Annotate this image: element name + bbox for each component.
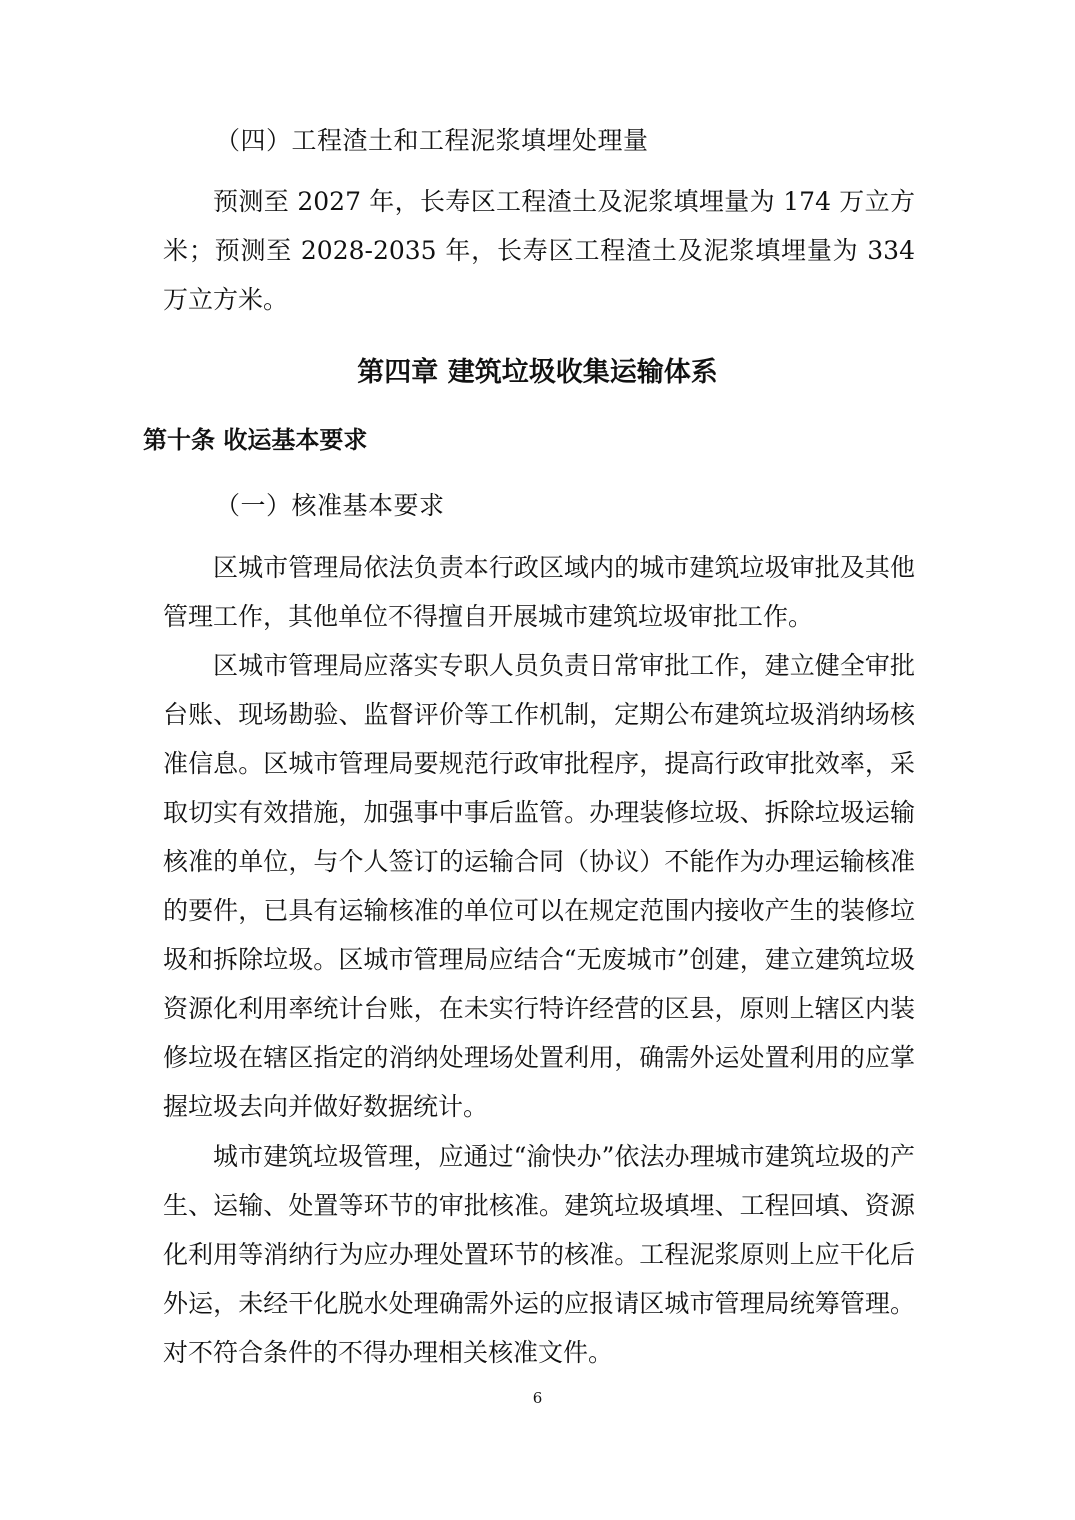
body-paragraph: 城市建筑垃圾管理，应通过“渝快办”依法办理城市建筑垃圾的产生、运输、处置等环节的审批核准。建筑垃圾填埋、工程回填、资源化利用等消纳行为应办理处置环节的核准。工程泥浆原则上应干化后外运，未经干化脱水处理确需外运的应报请区城市管理局统筹管理。对不符合条件的不得办理相关核准文件。: [163, 1142, 915, 1367]
chapter-title: 第四章 建筑垃圾收集运输体系: [357, 357, 718, 388]
section-heading-4: （四）工程渣土和工程泥浆填埋处理量: [215, 126, 649, 155]
page-number: 6: [532, 1389, 543, 1407]
body-paragraph: 区城市管理局依法负责本行政区域内的城市建筑垃圾审批及其他管理工作，其他单位不得擅自开展城市建筑垃圾审批工作。: [163, 553, 915, 631]
subsection-heading-1: （一）核准基本要求: [215, 491, 445, 520]
article-title: 第十条 收运基本要求: [143, 426, 368, 454]
body-paragraph: 区城市管理局应落实专职人员负责日常审批工作，建立健全审批台账、现场勘验、监督评价等工作机制，定期公布建筑垃圾消纳场核准信息。区城市管理局要规范行政审批程序，提高行政审批效率，采取切实有效措施，加强事中事后监管。办理装修垃圾、拆除垃圾运输核准的单位，与个人签订的运输合同（协议）不能作为办理运输核准的要件，已具有运输核准的单位可以在规定范围内接收产生的装修垃圾和拆除垃圾。区城市管理局应结合“无废城市”创建，建立建筑垃圾资源化利用率统计台账，在未实行特许经营的区县，原则上辖区内装修垃圾在辖区指定的消纳处理场处置利用，确需外运处置利用的应掌握垃圾去向并做好数据统计。: [163, 651, 915, 1121]
fill-volume-forecast-paragraph: 预测至 2027 年，长寿区工程渣土及泥浆填埋量为 174 万立方米；预测至 2028-2035 年，长寿区工程渣土及泥浆填埋量为 334 万立方米。: [163, 187, 915, 314]
